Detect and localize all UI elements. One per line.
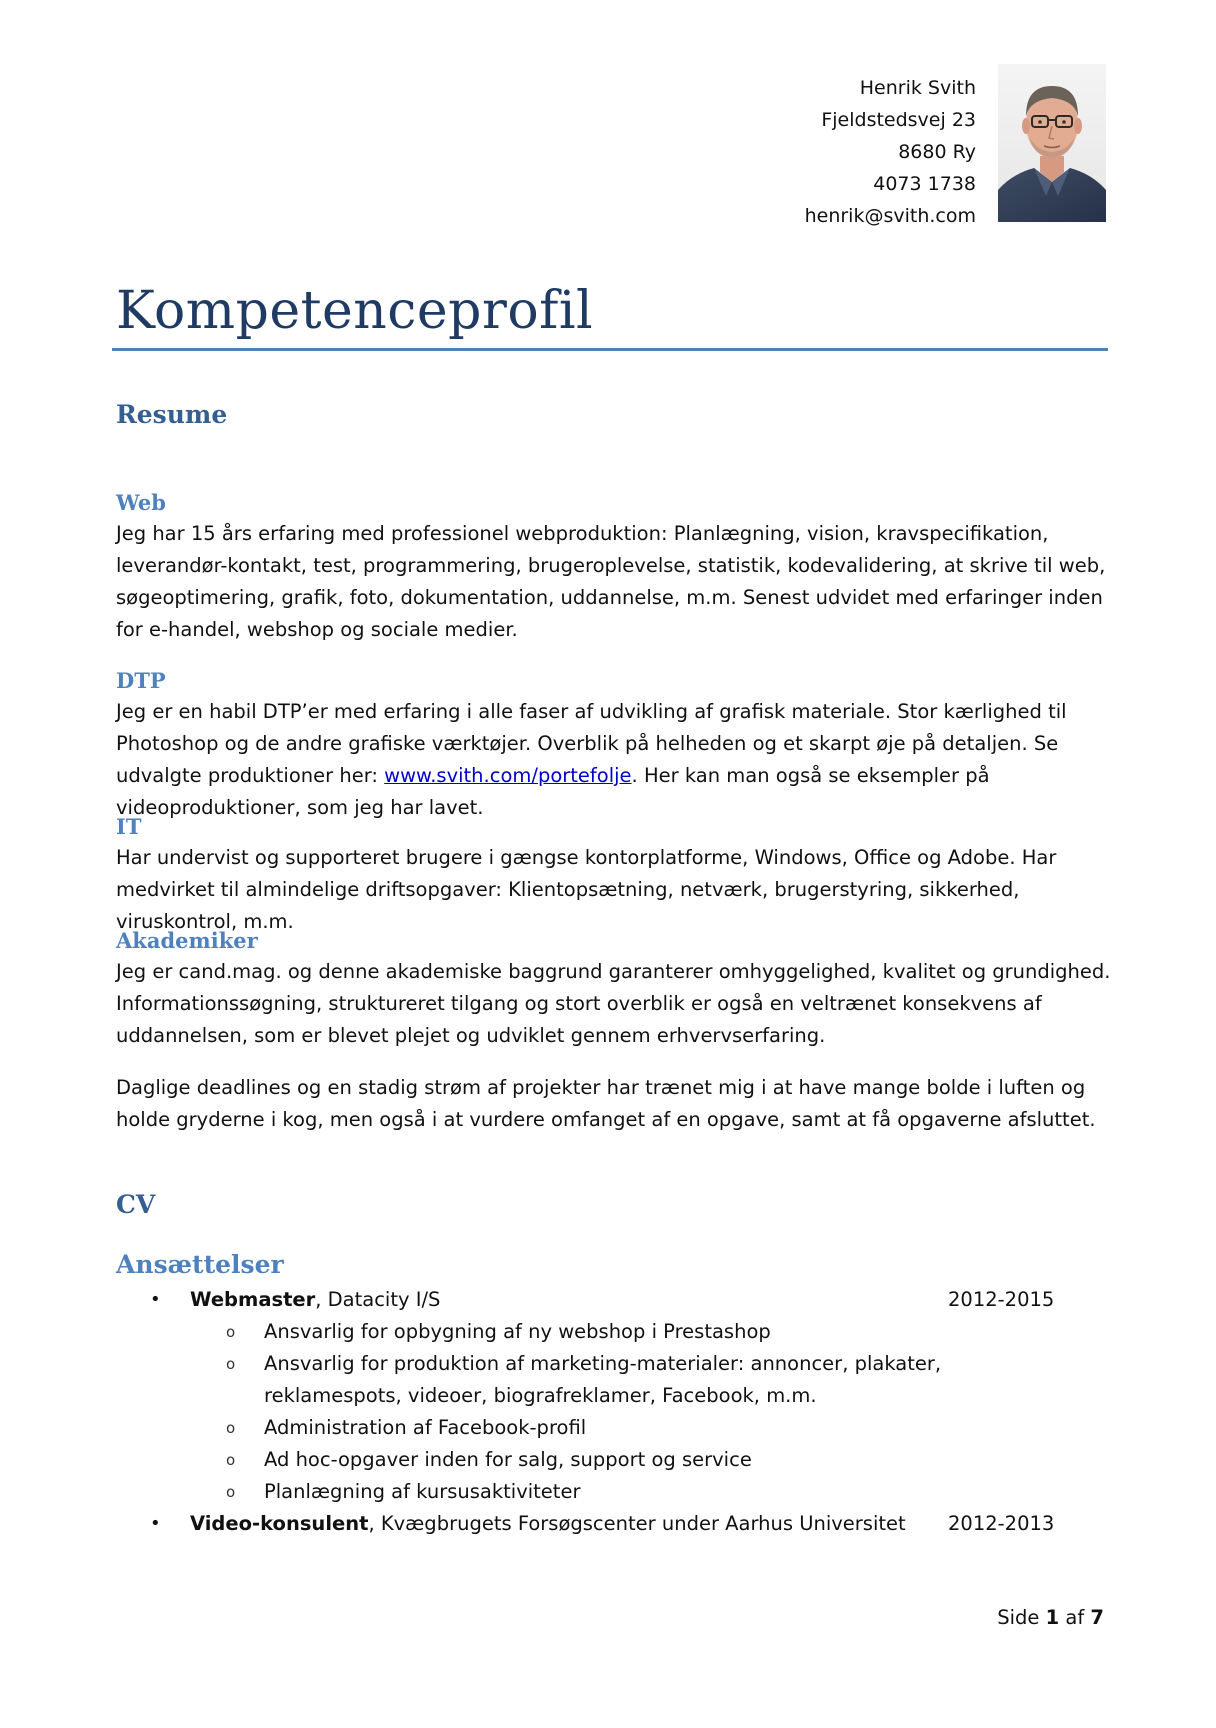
job-task-text: Administration af Facebook-profil	[264, 1416, 587, 1439]
job-task	[226, 1348, 946, 1412]
cv-heading: CV	[116, 1190, 156, 1219]
title-underline	[112, 348, 1108, 351]
profile-photo	[998, 64, 1106, 222]
job-title	[190, 1284, 440, 1316]
job-years: 2012-2015	[948, 1288, 1055, 1311]
section-heading-dtp: DTP	[116, 668, 166, 693]
page-title: Kompetenceprofil	[116, 281, 594, 341]
job-task-text: Planlægning af kursusaktiviteter	[264, 1480, 581, 1503]
job-title	[190, 1508, 906, 1540]
portfolio-link[interactable]: www.svith.com/portefolje	[384, 764, 632, 787]
page-number-current: 1	[1045, 1606, 1060, 1629]
job-role: Video-konsulent	[190, 1512, 369, 1535]
job-task	[226, 1316, 946, 1348]
contact-block	[805, 72, 976, 232]
contact-street: Fjeldstedsvej 23	[821, 109, 976, 131]
section-text-it: Har undervist og supporteret brugere i gængse kontorplatforme, Windows, Office og Adobe. Har medvirket til almindelige driftsopgaver: Klientopsætning, netværk, brugerstyring, sikkerhed, viruskontrol, m.m.	[116, 846, 1057, 933]
job-item	[150, 1284, 1055, 1316]
job-task	[226, 1476, 946, 1508]
job-task	[226, 1444, 946, 1476]
employment-heading: Ansættelser	[116, 1250, 284, 1279]
resume-heading: Resume	[116, 400, 228, 429]
section-heading-it: IT	[116, 814, 142, 839]
bullet-icon: •	[150, 1513, 161, 1534]
sub-bullet-icon: o	[226, 1483, 236, 1501]
page-number	[997, 1606, 1104, 1629]
contact-phone: 4073 1738	[873, 173, 976, 195]
page-number-prefix: Side	[997, 1606, 1046, 1629]
job-task-text: Ansvarlig for produktion af marketing-materialer: annoncer, plakater, reklamespots, videoer, biografreklamer, Facebook, m.m.	[264, 1352, 942, 1407]
dtp-text-before: Jeg er en habil DTP’er med erfaring i alle faser af udvikling af grafisk materiale. Stor kærlighed til Photoshop og de andre grafiske værktøjer. Overblik på helheden og et skarpt øje på detaljen. Se udvalgte produktioner her:	[116, 700, 1067, 787]
contact-city: 8680 Ry	[898, 141, 976, 163]
page-number-total: 7	[1090, 1606, 1104, 1629]
section-text-web: Jeg har 15 års erfaring med professionel webproduktion: Planlægning, vision, kravspecifikation, leverandør-kontakt, test, programmering, brugeroplevelse, statistik, kodevalidering, at skrive til web, søgeoptimering, grafik, foto, dokumentation, uddannelse, m.m. Senest udvidet med erfaringer inden for e-handel, webshop og sociale medier.	[116, 522, 1106, 641]
contact-email: henrik@svith.com	[804, 205, 976, 227]
sub-bullet-icon: o	[226, 1419, 236, 1437]
bullet-icon: •	[150, 1289, 161, 1310]
sub-bullet-icon: o	[226, 1323, 236, 1341]
sub-bullet-icon: o	[226, 1355, 236, 1373]
section-heading-web: Web	[116, 490, 166, 515]
job-employer: , Kvægbrugets Forsøgscenter under Aarhus Universitet	[368, 1512, 906, 1535]
job-task-text: Ad hoc-opgaver inden for salg, support og service	[264, 1448, 752, 1471]
contact-name: Henrik Svith	[859, 77, 976, 99]
job-role: Webmaster	[190, 1288, 316, 1311]
job-item	[150, 1508, 1055, 1540]
section-heading-akademiker: Akademiker	[116, 928, 258, 953]
section-text-akademiker: Jeg er cand.mag. og denne akademiske baggrund garanterer omhyggelighed, kvalitet og grundighed. Informationssøgning, struktureret tilgang og stort overblik er også en veltrænet konsekvens af uddannelsen, som er blevet plejet og udviklet gennem erhvervserfaring.	[116, 960, 1111, 1047]
job-employer: , Datacity I/S	[315, 1288, 441, 1311]
dtp-text-after: . Her kan man også se eksempler på videoproduktioner, som jeg har lavet.	[116, 764, 990, 819]
job-task	[226, 1412, 946, 1444]
job-task-text: Ansvarlig for opbygning af ny webshop i Prestashop	[264, 1320, 771, 1343]
job-years: 2012-2013	[948, 1512, 1055, 1535]
page-number-middle: af	[1059, 1606, 1091, 1629]
sub-bullet-icon: o	[226, 1451, 236, 1469]
section-text-deadlines: Daglige deadlines og en stadig strøm af projekter har trænet mig i at have mange bolde i luften og holde gryderne i kog, men også i at vurdere omfanget af en opgave, samt at få opgaverne afsluttet.	[116, 1076, 1096, 1131]
section-text-dtp	[116, 696, 1112, 824]
